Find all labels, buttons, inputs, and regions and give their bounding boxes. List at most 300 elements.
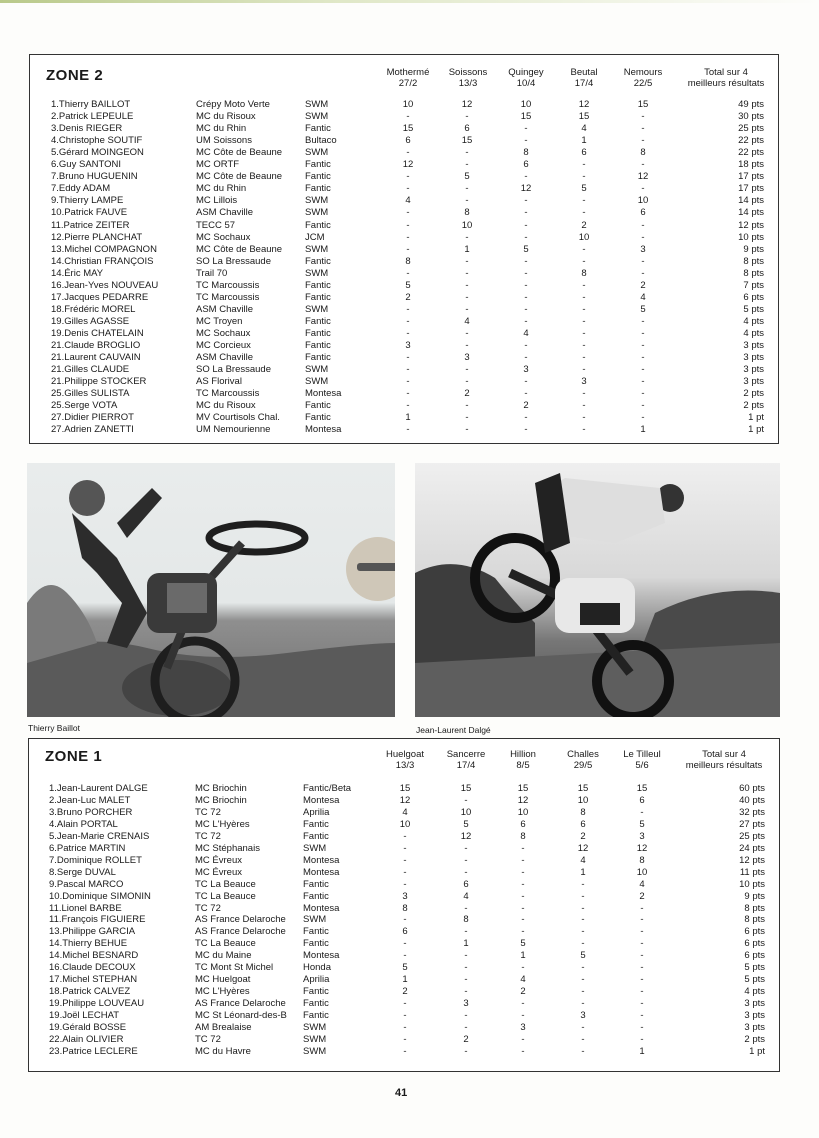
event-score: - bbox=[640, 974, 644, 986]
event-score: - bbox=[403, 1045, 407, 1057]
rider-brand: SWM bbox=[305, 376, 329, 388]
event-score: - bbox=[581, 878, 585, 890]
total-points: 8 pts bbox=[744, 914, 765, 926]
event-score: - bbox=[582, 412, 586, 424]
zone2-results-table bbox=[29, 54, 779, 444]
zone2-event-header bbox=[611, 67, 675, 89]
event-score: 6 bbox=[402, 926, 408, 938]
event-score: - bbox=[640, 1033, 644, 1045]
event-score: - bbox=[582, 207, 586, 219]
rider-club: TC Marcoussis bbox=[196, 291, 260, 303]
rider-name: 13.Philippe GARCIA bbox=[49, 926, 136, 938]
rider-brand: SWM bbox=[303, 914, 327, 926]
total-points: 2 pts bbox=[744, 1033, 765, 1045]
photo-thierry-baillot bbox=[27, 463, 395, 717]
table-row bbox=[29, 831, 779, 843]
event-score: 5 bbox=[405, 279, 411, 291]
event-score: 3 bbox=[405, 340, 411, 351]
total-points: 10 pts bbox=[738, 231, 764, 243]
table-row bbox=[30, 244, 778, 256]
rider-brand: Montesa bbox=[303, 794, 340, 806]
event-score: 1 bbox=[639, 1045, 645, 1057]
event-score: 8 bbox=[581, 267, 587, 279]
total-points: 3 pts bbox=[744, 1010, 765, 1022]
event-score: 12 bbox=[578, 99, 590, 110]
event-place: Mothermé bbox=[386, 67, 430, 78]
event-score: - bbox=[403, 854, 407, 866]
rider-brand: SWM bbox=[303, 842, 327, 854]
event-score: - bbox=[640, 806, 644, 818]
event-score: 6 bbox=[520, 818, 526, 830]
event-score: - bbox=[465, 364, 469, 376]
total-points: 25 pts bbox=[739, 830, 765, 842]
event-score: - bbox=[581, 914, 585, 926]
rider-name: 6.Guy SANTONI bbox=[51, 159, 122, 171]
event-score: 2 bbox=[464, 388, 470, 400]
rider-club: UM Nemourienne bbox=[196, 424, 271, 436]
event-score: - bbox=[582, 171, 586, 183]
event-score: - bbox=[464, 854, 468, 866]
event-score: - bbox=[582, 424, 586, 436]
event-score: 8 bbox=[520, 830, 526, 842]
event-score: - bbox=[521, 878, 525, 890]
event-score: - bbox=[524, 291, 528, 303]
rider-name: 16.Jean-Yves NOUVEAU bbox=[51, 279, 159, 291]
rider-brand: Montesa bbox=[303, 854, 340, 866]
event-score: - bbox=[403, 914, 407, 926]
rider-climb-illustration bbox=[415, 463, 780, 717]
event-score: - bbox=[465, 183, 469, 195]
event-score: 2 bbox=[523, 400, 529, 412]
page-number: 41 bbox=[395, 1087, 408, 1099]
rider-brand: Aprilia bbox=[303, 806, 330, 818]
table-row bbox=[29, 1046, 779, 1058]
event-score: - bbox=[581, 962, 585, 974]
rider-name: 21.Philippe STOCKER bbox=[51, 376, 147, 388]
total-points: 17 pts bbox=[738, 171, 764, 183]
rider-brand: Montesa bbox=[305, 388, 342, 400]
table-row bbox=[30, 135, 778, 147]
event-score: - bbox=[582, 352, 586, 364]
total-points: 32 pts bbox=[739, 806, 765, 818]
rider-club: MC Côte de Beaune bbox=[196, 171, 283, 183]
event-score: - bbox=[641, 388, 645, 400]
rider-club: UM Soissons bbox=[196, 135, 252, 147]
event-score: - bbox=[521, 866, 525, 878]
rider-club: MC du Risoux bbox=[196, 111, 256, 123]
event-score: - bbox=[464, 974, 468, 986]
rider-name: 14.Christian FRANÇOIS bbox=[51, 255, 154, 267]
table-row bbox=[30, 232, 778, 244]
event-score: - bbox=[641, 376, 645, 388]
total-points: 8 pts bbox=[744, 902, 765, 914]
table-row bbox=[30, 195, 778, 207]
rider-brand: SWM bbox=[305, 207, 329, 219]
event-score: - bbox=[582, 303, 586, 315]
event-score: 3 bbox=[520, 1022, 526, 1033]
event-score: - bbox=[524, 424, 528, 436]
event-score: - bbox=[641, 352, 645, 364]
rider-brand: Montesa bbox=[303, 950, 340, 962]
event-score: - bbox=[582, 255, 586, 267]
event-score: - bbox=[524, 171, 528, 183]
event-score: - bbox=[524, 267, 528, 279]
event-score: 8 bbox=[405, 255, 411, 267]
table-row bbox=[29, 795, 779, 807]
total-points: 5 pts bbox=[744, 974, 765, 986]
rider-brand: Fantic bbox=[305, 123, 331, 135]
event-score: 5 bbox=[580, 950, 586, 962]
event-score: - bbox=[641, 400, 645, 412]
rider-brand: Montesa bbox=[303, 902, 340, 914]
rider-club: MV Courtisols Chal. bbox=[196, 412, 280, 424]
rider-name: 5.Jean-Marie CRENAIS bbox=[49, 830, 150, 842]
event-date: 13/3 bbox=[395, 760, 415, 771]
rider-name: 13.Michel COMPAGNON bbox=[51, 243, 157, 255]
rider-brand: Honda bbox=[303, 962, 331, 974]
total-points: 22 pts bbox=[738, 135, 764, 147]
event-score: - bbox=[641, 255, 645, 267]
table-row bbox=[30, 364, 778, 376]
event-score: 15 bbox=[460, 783, 472, 794]
event-score: - bbox=[464, 962, 468, 974]
rider-name: 7.Eddy ADAM bbox=[51, 183, 111, 195]
rider-name: 6.Patrice MARTIN bbox=[49, 842, 126, 854]
rider-brand: Fantic bbox=[305, 352, 331, 364]
table-row bbox=[29, 962, 779, 974]
event-score: - bbox=[640, 998, 644, 1010]
total-points: 4 pts bbox=[743, 327, 764, 339]
event-score: 12 bbox=[517, 794, 529, 806]
event-score: 3 bbox=[402, 890, 408, 902]
event-score: - bbox=[582, 327, 586, 339]
total-points: 25 pts bbox=[738, 123, 764, 135]
total-points: 12 pts bbox=[739, 854, 765, 866]
table-row bbox=[30, 123, 778, 135]
event-score: - bbox=[582, 388, 586, 400]
table-row bbox=[30, 388, 778, 400]
zone1-total-header bbox=[675, 749, 773, 771]
total-points: 27 pts bbox=[739, 818, 765, 830]
event-score: - bbox=[640, 986, 644, 998]
rider-club: TC Marcoussis bbox=[196, 279, 260, 291]
event-score: 5 bbox=[640, 303, 646, 315]
event-score: - bbox=[524, 279, 528, 291]
total-points: 8 pts bbox=[743, 255, 764, 267]
event-score: - bbox=[581, 1022, 585, 1033]
rider-club: MC du Rhin bbox=[196, 123, 247, 135]
table-row bbox=[30, 207, 778, 219]
event-score: - bbox=[640, 1022, 644, 1033]
rider-name: 19.Philippe LOUVEAU bbox=[49, 998, 145, 1010]
total-points: 4 pts bbox=[743, 315, 764, 327]
event-score: 1 bbox=[463, 938, 469, 950]
event-score: 6 bbox=[523, 159, 529, 171]
event-score: 15 bbox=[399, 783, 411, 794]
event-score: 6 bbox=[581, 147, 587, 159]
rider-brand: Fantic bbox=[305, 315, 331, 327]
table-row bbox=[30, 316, 778, 328]
rider-name: 25.Serge VOTA bbox=[51, 400, 118, 412]
table-row bbox=[30, 412, 778, 424]
rider-brand: Montesa bbox=[303, 866, 340, 878]
rider-brand: Aprilia bbox=[303, 974, 330, 986]
event-score: 10 bbox=[577, 794, 589, 806]
event-score: 3 bbox=[464, 352, 470, 364]
event-score: - bbox=[581, 938, 585, 950]
event-score: 6 bbox=[640, 207, 646, 219]
event-score: - bbox=[641, 364, 645, 376]
event-score: 15 bbox=[636, 783, 648, 794]
rider-brand: SWM bbox=[303, 1033, 327, 1045]
total-points: 3 pts bbox=[743, 364, 764, 376]
event-score: - bbox=[464, 1010, 468, 1022]
event-score: - bbox=[641, 123, 645, 135]
total-points: 11 pts bbox=[739, 866, 765, 878]
event-score: - bbox=[406, 400, 410, 412]
event-score: 1 bbox=[520, 950, 526, 962]
total-points: 5 pts bbox=[744, 962, 765, 974]
event-score: 5 bbox=[464, 171, 470, 183]
table-row bbox=[30, 220, 778, 232]
event-date: 10/4 bbox=[516, 78, 536, 89]
total-points: 6 pts bbox=[744, 950, 765, 962]
event-place: Quingey bbox=[508, 67, 544, 78]
event-score: - bbox=[521, 998, 525, 1010]
event-score: - bbox=[464, 950, 468, 962]
total-points: 8 pts bbox=[743, 267, 764, 279]
rider-brand: SWM bbox=[305, 267, 329, 279]
event-score: 4 bbox=[405, 195, 411, 207]
event-score: 3 bbox=[580, 1010, 586, 1022]
total-points: 14 pts bbox=[738, 207, 764, 219]
event-score: - bbox=[582, 364, 586, 376]
event-score: - bbox=[403, 866, 407, 878]
event-score: 3 bbox=[640, 243, 646, 255]
rider-club: TC La Beauce bbox=[195, 878, 256, 890]
rider-brand: JCM bbox=[305, 231, 325, 243]
table-row bbox=[29, 783, 779, 795]
event-score: 1 bbox=[640, 424, 646, 436]
event-score: - bbox=[582, 195, 586, 207]
zone2-event-header bbox=[436, 67, 500, 89]
photo-caption-left: Thierry Baillot bbox=[28, 723, 80, 733]
rider-club: MC Côte de Beaune bbox=[196, 243, 283, 255]
rider-name: 4.Christophe SOUTIF bbox=[51, 135, 143, 147]
event-score: - bbox=[640, 914, 644, 926]
rider-name: 11.Patrice ZEITER bbox=[51, 219, 130, 231]
table-row bbox=[29, 807, 779, 819]
rider-club: ASM Chaville bbox=[196, 207, 254, 219]
rider-club: MC Briochin bbox=[195, 783, 247, 794]
total-header-line2: meilleurs résultats bbox=[685, 760, 763, 771]
event-score: 1 bbox=[464, 243, 470, 255]
rider-name: 25.Gilles SULISTA bbox=[51, 388, 130, 400]
rider-name: 11.Lionel BARBE bbox=[49, 902, 122, 914]
event-score: - bbox=[465, 424, 469, 436]
event-score: - bbox=[641, 183, 645, 195]
event-score: 10 bbox=[636, 866, 648, 878]
event-score: - bbox=[465, 231, 469, 243]
rider-name: 16.Claude DECOUX bbox=[49, 962, 136, 974]
rider-name: 1.Thierry BAILLOT bbox=[51, 99, 131, 110]
rider-club: MC L'Hyères bbox=[195, 986, 250, 998]
rider-club: MC Évreux bbox=[195, 854, 242, 866]
event-score: - bbox=[465, 255, 469, 267]
event-score: - bbox=[581, 1045, 585, 1057]
rider-club: TC La Beauce bbox=[195, 938, 256, 950]
event-score: 1 bbox=[402, 974, 408, 986]
event-score: - bbox=[406, 267, 410, 279]
event-place: Nemours bbox=[623, 67, 663, 78]
event-score: 4 bbox=[581, 123, 587, 135]
event-score: - bbox=[464, 842, 468, 854]
rider-wheelie-illustration bbox=[27, 463, 395, 717]
event-score: - bbox=[406, 231, 410, 243]
rider-name: 22.Alain OLIVIER bbox=[49, 1033, 124, 1045]
rider-brand: Fantic bbox=[303, 878, 329, 890]
rider-brand: Fantic bbox=[303, 938, 329, 950]
rider-name: 5.Gérard MOINGEON bbox=[51, 147, 144, 159]
total-points: 9 pts bbox=[744, 890, 765, 902]
event-score: - bbox=[403, 878, 407, 890]
total-points: 22 pts bbox=[738, 147, 764, 159]
table-row bbox=[29, 914, 779, 926]
event-score: - bbox=[406, 327, 410, 339]
event-score: 4 bbox=[580, 854, 586, 866]
event-score: - bbox=[464, 986, 468, 998]
event-score: - bbox=[406, 207, 410, 219]
rider-name: 2.Jean-Luc MALET bbox=[49, 794, 131, 806]
rider-brand: SWM bbox=[305, 364, 329, 376]
event-score: - bbox=[641, 412, 645, 424]
rider-name: 14.Éric MAY bbox=[51, 267, 104, 279]
event-score: - bbox=[524, 315, 528, 327]
rider-club: TC 72 bbox=[195, 1033, 221, 1045]
event-score: - bbox=[641, 315, 645, 327]
event-score: 1 bbox=[580, 866, 586, 878]
event-score: - bbox=[641, 111, 645, 123]
rider-name: 14.Michel BESNARD bbox=[49, 950, 139, 962]
table-row bbox=[29, 998, 779, 1010]
event-score: 2 bbox=[402, 986, 408, 998]
event-score: 8 bbox=[639, 854, 645, 866]
rider-brand: Fantic/Beta bbox=[303, 783, 352, 794]
rider-name: 3.Bruno PORCHER bbox=[49, 806, 133, 818]
event-score: - bbox=[406, 315, 410, 327]
event-score: 5 bbox=[639, 818, 645, 830]
event-score: 10 bbox=[637, 195, 649, 207]
zone1-event-header bbox=[434, 749, 498, 771]
event-score: - bbox=[524, 340, 528, 351]
event-score: - bbox=[641, 135, 645, 147]
event-place: Hillion bbox=[510, 749, 536, 760]
event-score: - bbox=[406, 147, 410, 159]
table-row bbox=[30, 304, 778, 316]
rider-name: 1.Jean-Laurent DALGE bbox=[49, 783, 148, 794]
event-score: 4 bbox=[464, 315, 470, 327]
event-score: 5 bbox=[581, 183, 587, 195]
rider-club: MC Lillois bbox=[196, 195, 238, 207]
total-points: 3 pts bbox=[743, 352, 764, 364]
rider-club: AS France Delaroche bbox=[195, 926, 286, 938]
event-score: 10 bbox=[402, 99, 414, 110]
rider-brand: Fantic bbox=[303, 1010, 329, 1022]
rider-name: 14.Thierry BEHUE bbox=[49, 938, 128, 950]
photo-caption-right: Jean-Laurent Dalgé bbox=[416, 725, 491, 735]
event-score: 12 bbox=[637, 171, 649, 183]
event-score: 10 bbox=[399, 818, 411, 830]
table-row bbox=[30, 280, 778, 292]
event-score: - bbox=[521, 926, 525, 938]
total-header-line1: Total sur 4 bbox=[702, 749, 746, 760]
total-points: 4 pts bbox=[744, 986, 765, 998]
rider-club: SO La Bressaude bbox=[196, 364, 271, 376]
event-score: 15 bbox=[520, 111, 532, 123]
top-edge-line bbox=[0, 0, 819, 3]
event-place: Soissons bbox=[448, 67, 488, 78]
rider-name: 21.Claude BROGLIO bbox=[51, 340, 141, 351]
event-score: - bbox=[465, 303, 469, 315]
event-score: - bbox=[524, 255, 528, 267]
event-score: - bbox=[524, 195, 528, 207]
total-points: 7 pts bbox=[743, 279, 764, 291]
event-score: - bbox=[524, 352, 528, 364]
total-points: 1 pt bbox=[748, 412, 764, 424]
event-score: 2 bbox=[520, 986, 526, 998]
event-score: 15 bbox=[577, 783, 589, 794]
total-points: 17 pts bbox=[738, 183, 764, 195]
table-row bbox=[30, 111, 778, 123]
rider-club: MC du Rhin bbox=[196, 183, 247, 195]
event-score: 6 bbox=[464, 123, 470, 135]
event-score: 1 bbox=[581, 135, 587, 147]
rider-club: TC La Beauce bbox=[195, 890, 256, 902]
rider-club: MC Huelgoat bbox=[195, 974, 251, 986]
rider-club: MC St Léonard-des-B bbox=[195, 1010, 287, 1022]
table-row bbox=[29, 891, 779, 903]
event-score: - bbox=[521, 1033, 525, 1045]
event-score: - bbox=[406, 219, 410, 231]
zone2-total-header bbox=[678, 67, 774, 89]
rider-brand: SWM bbox=[303, 1045, 327, 1057]
event-date: 5/6 bbox=[635, 760, 649, 771]
rider-club: AS France Delaroche bbox=[195, 914, 286, 926]
event-score: 5 bbox=[520, 938, 526, 950]
table-row bbox=[29, 867, 779, 879]
event-score: - bbox=[465, 111, 469, 123]
event-score: - bbox=[640, 950, 644, 962]
event-score: - bbox=[582, 315, 586, 327]
event-score: - bbox=[581, 998, 585, 1010]
event-place: Sancerre bbox=[446, 749, 486, 760]
rider-club: MC du Maine bbox=[195, 950, 252, 962]
event-score: - bbox=[640, 962, 644, 974]
rider-club: MC L'Hyères bbox=[195, 818, 250, 830]
rider-club: MC Évreux bbox=[195, 866, 242, 878]
table-row bbox=[29, 879, 779, 891]
total-points: 1 pt bbox=[748, 424, 764, 436]
rider-club: ASM Chaville bbox=[196, 352, 254, 364]
rider-brand: Fantic bbox=[303, 830, 329, 842]
rider-brand: Fantic bbox=[305, 340, 331, 351]
table-row bbox=[29, 1034, 779, 1046]
event-date: 22/5 bbox=[633, 78, 653, 89]
table-row bbox=[29, 843, 779, 855]
rider-name: 9.Thierry LAMPE bbox=[51, 195, 124, 207]
rider-club: TC Marcoussis bbox=[196, 388, 260, 400]
event-score: 6 bbox=[463, 878, 469, 890]
